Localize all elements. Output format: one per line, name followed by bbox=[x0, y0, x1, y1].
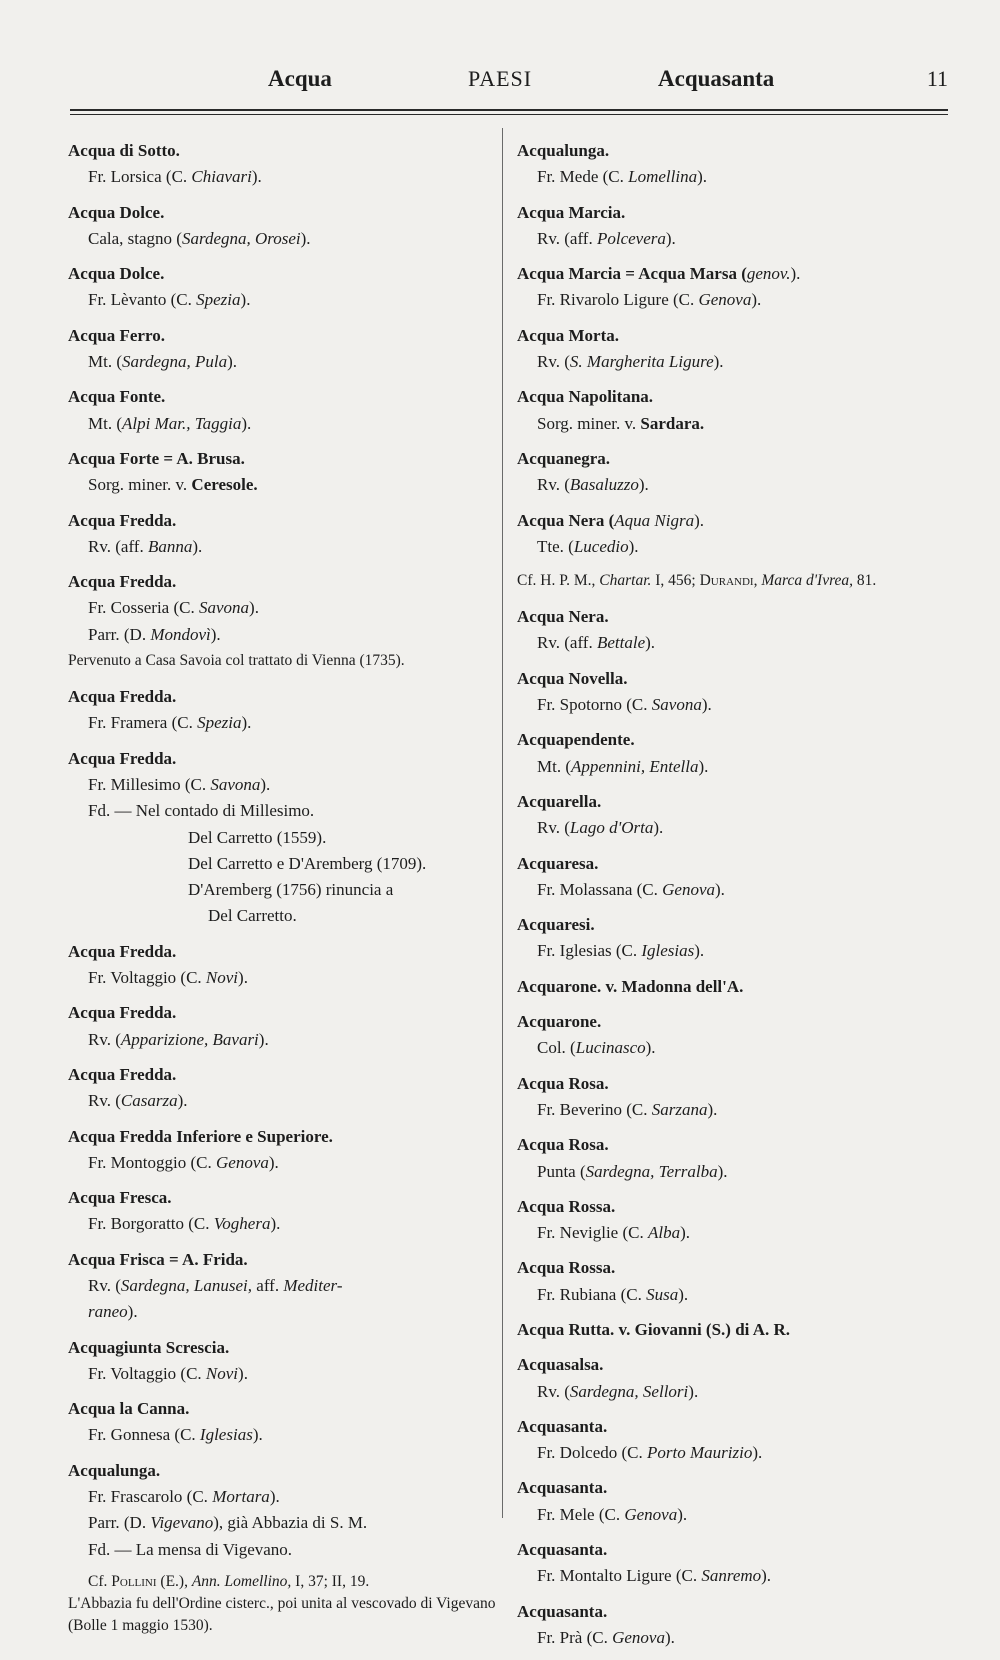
entry bbox=[517, 508, 947, 593]
header-rule-thin bbox=[70, 114, 948, 115]
entry-heading: Acqualunga. bbox=[68, 1460, 161, 1480]
entry-detail: Sorg. miner. v. Ceresole. bbox=[88, 475, 258, 495]
entry-detail: Parr. (D. Vigevano), già Abbazia di S. M. bbox=[88, 1513, 368, 1533]
entry-detail: Fr. Molassana (C. Genova). bbox=[537, 879, 725, 899]
entry-detail: Rv. (aff. Banna). bbox=[88, 536, 203, 556]
page-header bbox=[68, 66, 948, 100]
entry bbox=[517, 1255, 947, 1308]
entry bbox=[517, 1071, 947, 1124]
entry-detail: Fr. Dolcedo (C. Porto Maurizio). bbox=[537, 1443, 763, 1463]
entry-heading: Acquanegra. bbox=[517, 448, 611, 468]
entry-heading: Acqua Dolce. bbox=[68, 202, 165, 222]
entry bbox=[68, 384, 498, 437]
entry bbox=[68, 1247, 498, 1326]
entry bbox=[517, 666, 947, 719]
entry bbox=[68, 684, 498, 737]
entry-heading: Acqua la Canna. bbox=[68, 1399, 190, 1419]
entry-heading: Acqua Marcia. bbox=[517, 202, 626, 222]
entry-detail: raneo). bbox=[88, 1302, 138, 1322]
entry bbox=[68, 1062, 498, 1115]
entry-detail: Rv. (Sardegna, Lanusei, aff. Mediter- bbox=[88, 1275, 343, 1295]
entry bbox=[517, 604, 947, 657]
entry bbox=[517, 1009, 947, 1062]
running-head-left: Acqua bbox=[268, 66, 332, 91]
entry-heading: Acqua Marcia = Acqua Marsa (genov.). bbox=[517, 264, 801, 284]
entry-heading: Acqua Rosa. bbox=[517, 1135, 609, 1155]
entry-heading: Acqua Fredda. bbox=[68, 941, 177, 961]
entry-note: Cf. Pollini (E.), Ann. Lomellino, I, 37; II, 19. bbox=[88, 1572, 370, 1590]
entry bbox=[517, 384, 947, 437]
entry bbox=[517, 1194, 947, 1247]
entry bbox=[517, 1475, 947, 1528]
entry bbox=[517, 1317, 947, 1343]
entry bbox=[68, 939, 498, 992]
entry bbox=[68, 261, 498, 314]
entry-detail: Rv. (Sardegna, Sellori). bbox=[537, 1381, 699, 1401]
entry-heading: Acqua Fredda. bbox=[68, 748, 177, 768]
entry-detail: Punta (Sardegna, Terralba). bbox=[537, 1161, 728, 1181]
entry-detail: Rv. (Apparizione, Bavari). bbox=[88, 1029, 269, 1049]
entry-detail: Fr. Lèvanto (C. Spezia). bbox=[88, 290, 251, 310]
entry-heading: Acquaresa. bbox=[517, 853, 599, 873]
entry-note: L'Abbazia fu dell'Ordine cisterc., poi unita al vescovado di Vigevano (Bolle 1 maggio 1530). bbox=[68, 1594, 496, 1634]
entry-note: Pervenuto a Casa Savoia col trattato di Vienna (1735). bbox=[68, 652, 405, 670]
entry bbox=[517, 912, 947, 965]
page-number: 11 bbox=[926, 66, 948, 91]
entry-feud-line: Del Carretto. bbox=[208, 906, 297, 926]
entry-note: Cf. H. P. M., Chartar. I, 456; Durandi, Marca d'Ivrea, 81. bbox=[517, 572, 877, 590]
entry-detail: Fr. Iglesias (C. Iglesias). bbox=[537, 941, 705, 961]
entry-detail: Rv. (aff. Polcevera). bbox=[537, 228, 676, 248]
entry-detail: Fr. Lorsica (C. Chiavari). bbox=[88, 167, 262, 187]
entry-detail: Rv. (Casarza). bbox=[88, 1091, 188, 1111]
entry-detail: Fr. Spotorno (C. Savona). bbox=[537, 695, 712, 715]
entry bbox=[517, 1537, 947, 1590]
entry-detail: Fr. Gonnesa (C. Iglesias). bbox=[88, 1425, 263, 1445]
entry-heading: Acqua Rossa. bbox=[517, 1258, 616, 1278]
entry-detail: Fr. Framera (C. Spezia). bbox=[88, 713, 252, 733]
entry-detail: Tte. (Lucedio). bbox=[537, 536, 639, 556]
entry-heading: Acqua Fredda. bbox=[68, 1003, 177, 1023]
entry-heading: Acqua Fredda. bbox=[68, 687, 177, 707]
entry-feud-line: D'Aremberg (1756) rinuncia a bbox=[188, 880, 394, 900]
entry-heading: Acqua Rossa. bbox=[517, 1196, 616, 1216]
entry bbox=[68, 1335, 498, 1388]
entry-heading: Acqua Rutta. v. Giovanni (S.) di A. R. bbox=[517, 1319, 790, 1339]
entry-heading: Acquagiunta Screscia. bbox=[68, 1337, 230, 1357]
entry bbox=[68, 1185, 498, 1238]
entry-detail: Fr. Voltaggio (C. Novi). bbox=[88, 1363, 248, 1383]
entry bbox=[68, 746, 498, 930]
entry-heading: Acquasanta. bbox=[517, 1601, 608, 1621]
entry-heading: Acqua Fredda. bbox=[68, 1064, 177, 1084]
entry bbox=[517, 446, 947, 499]
entry-detail: Fr. Beverino (C. Sarzana). bbox=[537, 1099, 718, 1119]
left-column bbox=[68, 138, 498, 1646]
entry-detail: Fr. Montoggio (C. Genova). bbox=[88, 1152, 279, 1172]
entry bbox=[517, 851, 947, 904]
entry-heading: Acqua Forte = A. Brusa. bbox=[68, 448, 245, 468]
entry bbox=[68, 200, 498, 253]
entry-detail: Fr. Rivarolo Ligure (C. Genova). bbox=[537, 290, 762, 310]
entry bbox=[517, 1599, 947, 1652]
entry-heading: Acqua Fonte. bbox=[68, 387, 166, 407]
entry bbox=[517, 1132, 947, 1185]
entry-heading: Acqua Fresca. bbox=[68, 1188, 172, 1208]
header-rule-thick bbox=[70, 109, 948, 111]
entry-detail: Mt. (Sardegna, Pula). bbox=[88, 352, 238, 372]
entry-feud: Fd. — La mensa di Vigevano. bbox=[88, 1539, 293, 1559]
entry-heading: Acqua Rosa. bbox=[517, 1073, 609, 1093]
entry bbox=[517, 1352, 947, 1405]
entry-detail: Fr. Frascarolo (C. Mortara). bbox=[88, 1487, 280, 1507]
entry-heading: Acqua Fredda Inferiore e Superiore. bbox=[68, 1126, 333, 1146]
entry bbox=[68, 1396, 498, 1449]
entry bbox=[68, 1000, 498, 1053]
entry-detail: Fr. Borgoratto (C. Voghera). bbox=[88, 1214, 281, 1234]
entry-heading: Acquaresi. bbox=[517, 915, 595, 935]
entry-heading: Acquasanta. bbox=[517, 1540, 608, 1560]
entry-detail: Rv. (aff. Bettale). bbox=[537, 633, 656, 653]
entry-detail: Fr. Mede (C. Lomellina). bbox=[537, 167, 708, 187]
entry-detail: Fr. Montalto Ligure (C. Sanremo). bbox=[537, 1566, 772, 1586]
entry-feud-line: Del Carretto (1559). bbox=[188, 827, 327, 847]
entry-heading: Acqua Fredda. bbox=[68, 510, 177, 530]
entry bbox=[68, 138, 498, 191]
entry bbox=[517, 261, 947, 314]
entry bbox=[517, 200, 947, 253]
entry-feud: Fd. — Nel contado di Millesimo. bbox=[88, 801, 315, 821]
entry bbox=[517, 789, 947, 842]
entry-heading: Acqua Nera. bbox=[517, 607, 609, 627]
entry-heading: Acquapendente. bbox=[517, 730, 635, 750]
running-head-center: PAESI bbox=[468, 66, 533, 91]
entry-detail: Rv. (Basaluzzo). bbox=[537, 475, 649, 495]
right-column bbox=[517, 138, 947, 1660]
entry-heading: Acqua di Sotto. bbox=[68, 141, 180, 160]
entry bbox=[68, 446, 498, 499]
entry bbox=[517, 727, 947, 780]
entry-detail: Rv. (S. Margherita Ligure). bbox=[537, 352, 724, 372]
entry-heading: Acqualunga. bbox=[517, 141, 610, 160]
entry-detail: Sorg. miner. v. Sardara. bbox=[537, 413, 705, 433]
entry-detail: Mt. (Appennini, Entella). bbox=[537, 756, 709, 776]
entry-heading: Acquarone. bbox=[517, 1012, 602, 1032]
entry-heading: Acqua Napolitana. bbox=[517, 387, 654, 407]
entry bbox=[68, 1458, 498, 1637]
entry-heading: Acquarella. bbox=[517, 791, 602, 811]
entry-detail: Fr. Cosseria (C. Savona). bbox=[88, 598, 259, 618]
entry-heading: Acquarone. v. Madonna dell'A. bbox=[517, 976, 744, 996]
entry bbox=[68, 323, 498, 376]
entry bbox=[517, 138, 947, 191]
entry-detail: Rv. (Lago d'Orta). bbox=[537, 818, 664, 838]
entry-heading: Acqua Ferro. bbox=[68, 325, 165, 345]
entry-heading: Acquasalsa. bbox=[517, 1355, 604, 1375]
entry-heading: Acqua Fredda. bbox=[68, 572, 177, 592]
entry bbox=[517, 1414, 947, 1467]
entry bbox=[68, 508, 498, 561]
entry-heading: Acqua Frisca = A. Frida. bbox=[68, 1249, 248, 1269]
entry bbox=[517, 323, 947, 376]
entry bbox=[68, 569, 498, 672]
entry-detail: Cala, stagno (Sardegna, Orosei). bbox=[88, 228, 311, 248]
entry-detail: Col. (Lucinasco). bbox=[537, 1038, 656, 1058]
entry-heading: Acqua Morta. bbox=[517, 325, 619, 345]
entry-detail: Fr. Neviglie (C. Alba). bbox=[537, 1223, 690, 1243]
entry-detail: Fr. Rubiana (C. Susa). bbox=[537, 1284, 689, 1304]
running-head-right: Acquasanta bbox=[658, 66, 775, 91]
entry-detail: Fr. Millesimo (C. Savona). bbox=[88, 774, 271, 794]
entry-feud-line: Del Carretto e D'Aremberg (1709). bbox=[188, 853, 427, 873]
entry-heading: Acquasanta. bbox=[517, 1416, 608, 1436]
entry bbox=[517, 974, 947, 1000]
entry-detail: Fr. Mele (C. Genova). bbox=[537, 1504, 688, 1524]
entry-heading: Acqua Dolce. bbox=[68, 264, 165, 284]
entry-detail: Parr. (D. Mondovì). bbox=[88, 624, 221, 644]
entry-detail: Fr. Voltaggio (C. Novi). bbox=[88, 968, 248, 988]
entry bbox=[68, 1124, 498, 1177]
entry-detail: Mt. (Alpi Mar., Taggia). bbox=[88, 413, 252, 433]
entry-heading: Acqua Nera (Aqua Nigra). bbox=[517, 510, 704, 530]
entry-heading: Acquasanta. bbox=[517, 1478, 608, 1498]
column-divider bbox=[502, 128, 503, 1518]
entry-detail: Fr. Prà (C. Genova). bbox=[537, 1627, 675, 1647]
entry-heading: Acqua Novella. bbox=[517, 668, 628, 688]
